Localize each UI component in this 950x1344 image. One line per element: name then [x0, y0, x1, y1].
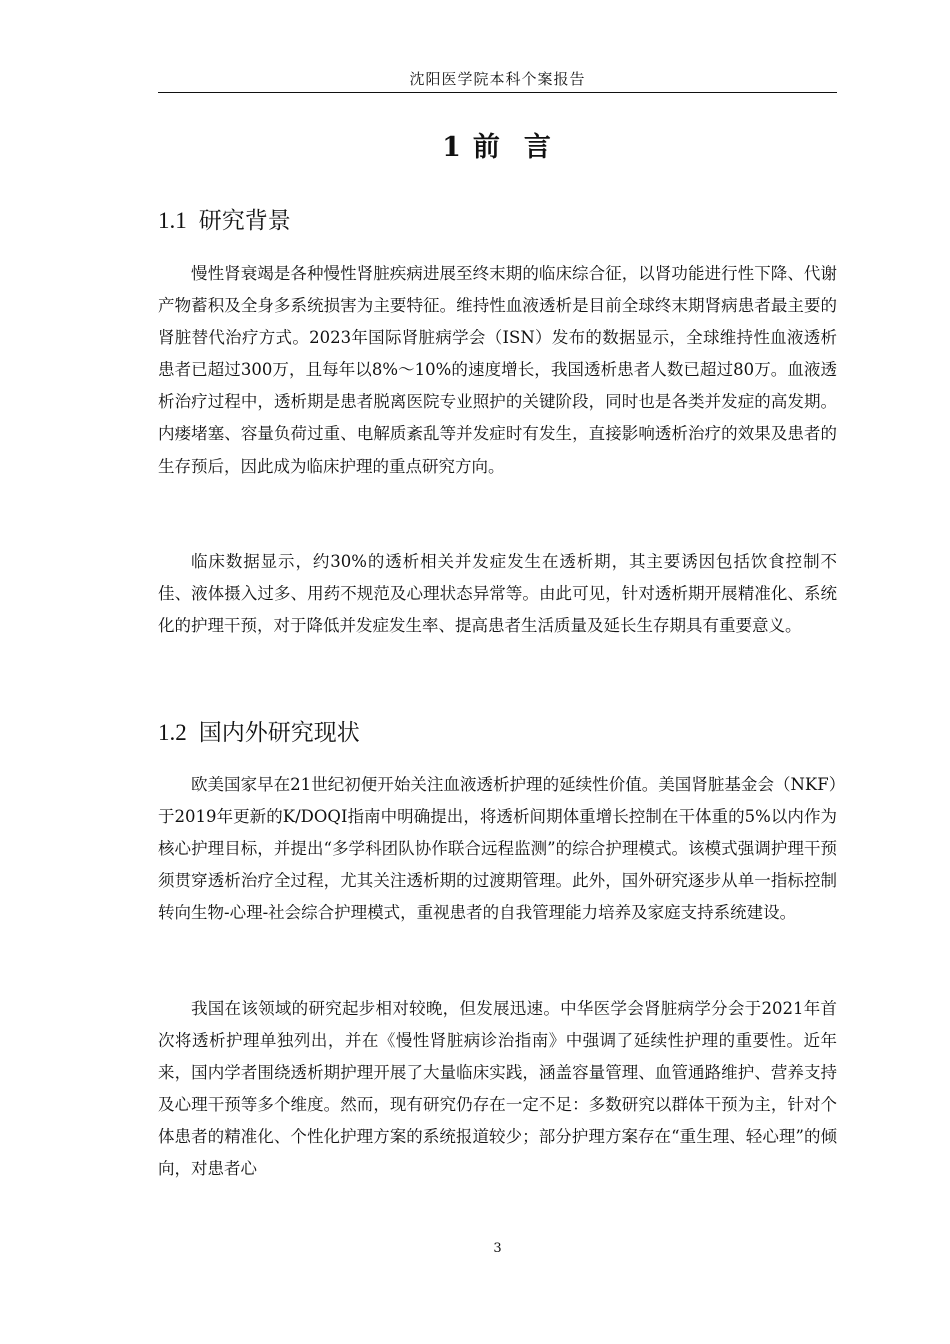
section-number: 1.2	[158, 720, 187, 745]
section-title: 国内外研究现状	[198, 720, 360, 746]
section-title: 研究背景	[198, 208, 291, 234]
section-number: 1.1	[158, 208, 187, 233]
header-rule	[158, 92, 837, 93]
body-paragraph: 临床数据显示，约30%的透析相关并发症发生在透析期，其主要诱因包括饮食控制不佳、液体摄入过多、用药不规范及心理状态异常等。由此可见，针对透析期开展精准化、系统化的护理干预，对于降低并发症发生率、提高患者生活质量及延长生存期具有重要意义。	[158, 552, 837, 636]
running-header: 沈阳医学院本科个案报告	[409, 70, 586, 88]
chapter-title-part2: 言	[523, 132, 553, 163]
chapter-number: 1	[442, 132, 463, 163]
chapter-title	[158, 130, 837, 166]
body-paragraph: 我国在该领域的研究起步相对较晚，但发展迅速。中华医学会肾脏病学分会于2021年首次将透析护理单独列出，并在《慢性肾脏病诊治指南》中强调了延续性护理的重要性。近年来，国内学者围绕透析期护理开展了大量临床实践，涵盖容量管理、血管通路维护、营养支持及心理干预等多个维度。然而，现有研究仍存在一定不足：多数研究以群体干预为主，针对个体患者的精准化、个性化护理方案的系统报道较少；部分护理方案存在“重生理、轻心理”的倾向，对患者心	[158, 999, 837, 1179]
body-paragraph: 欧美国家早在21世纪初便开始关注血液透析护理的延续性价值。美国肾脏基金会（NKF）于2019年更新的K/DOQI指南中明确提出，将透析间期体重增长控制在干体重的5%以内作为核心护理目标，并提出“多学科团队协作联合远程监测”的综合护理模式。该模式强调护理干预须贯穿透析治疗全过程，尤其关注透析期的过渡期管理。此外，国外研究逐步从单一指标控制转向生物-心理-社会综合护理模式，重视患者的自我管理能力培养及家庭支持系统建设。	[158, 775, 837, 923]
chapter-title-part1: 前	[472, 132, 502, 163]
section-heading-1-2	[158, 717, 837, 749]
page-number: 3	[493, 1241, 502, 1256]
body-paragraph: 慢性肾衰竭是各种慢性肾脏疾病进展至终末期的临床综合征，以肾功能进行性下降、代谢产物蓄积及全身多系统损害为主要特征。维持性血液透析是目前全球终末期肾病患者最主要的肾脏替代治疗方式。2023年国际肾脏病学会（ISN）发布的数据显示，全球维持性血液透析患者已超过300万，且每年以8%～10%的速度增长，我国透析患者人数已超过80万。血液透析治疗过程中，透析期是患者脱离医院专业照护的关键阶段，同时也是各类并发症的高发期。内瘘堵塞、容量负荷过重、电解质紊乱等并发症时有发生，直接影响透析治疗的效果及患者的生存预后，因此成为临床护理的重点研究方向。	[158, 264, 837, 476]
section-heading-1-1	[158, 205, 837, 237]
